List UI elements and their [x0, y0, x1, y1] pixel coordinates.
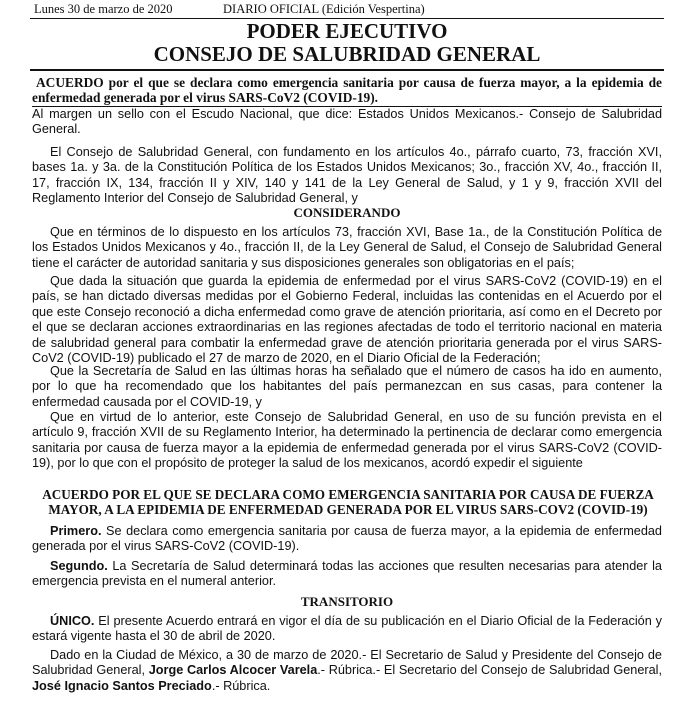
considerando-3: [32, 364, 662, 410]
acuerdo-title: ACUERDO POR EL QUE SE DECLARA COMO EMERGENCIA SANITARIA POR CAUSA DE FUERZA MAYOR, A LA EPIDEMIA DE ENFERMEDAD GENERADA POR EL VIRUS SARS-COV2 (COVID-19): [42, 487, 654, 517]
considerando-1: [32, 225, 662, 271]
signatory-1: Jorge Carlos Alcocer Varela: [148, 663, 318, 678]
signatory-2: José Ignacio Santos Preciado: [32, 678, 212, 693]
considerando-2: [32, 274, 662, 366]
unico-text: El presente Acuerdo entrará en vigor el día de su publicación en el Diario Oficial de la Federación y estará vigente hasta el 30 de abril de 2020.: [32, 614, 662, 644]
closing-text-2: .- Rúbrica.- El Secretario del Consejo de Salubridad General,: [317, 663, 662, 678]
segundo-label: Segundo.: [50, 559, 108, 573]
header-date: Lunes 30 de marzo de 2020: [34, 2, 173, 16]
seal-text: Al margen un sello con el Escudo Nacional, que dice: Estados Unidos Mexicanos.- Consejo de Salubridad General.: [32, 107, 662, 137]
agency-title: CONSEJO DE SALUBRIDAD GENERAL: [153, 42, 541, 66]
intro-text: El Consejo de Salubridad General, con fundamento en los artículos 4o., párrafo cuarto, 73, fracción XVI, bases 1a. y 3a. de la Constitución Política de los Estados Unidos Mexicanos; 3o., fracción XV, 4o., fracción II, 17, fracción IX, 134, fracción II y XIV, 140 y 141 de la Ley General de Salud, y 1 y 9, fracción XVII del Reglamento Interior del Consejo de Salubridad General, y: [32, 145, 662, 206]
unico-label: ÚNICO.: [50, 614, 95, 628]
unico-paragraph: [32, 614, 662, 645]
primero-paragraph: [32, 524, 662, 555]
transitorio-title: TRANSITORIO: [300, 594, 394, 609]
primero-text: Se declara como emergencia sanitaria por causa de fuerza mayor, a la epidemia de enfermedad generada por el virus SARS-CoV2 (COVID-19).: [32, 524, 662, 554]
segundo-text: La Secretaría de Salud determinará todas las acciones que resulten necesarias para atender la emergencia prevista en el numeral anterior.: [32, 559, 662, 589]
title-rule: [30, 69, 664, 71]
section-title: PODER EJECUTIVO: [246, 19, 448, 43]
seal-paragraph: [32, 107, 662, 138]
segundo-paragraph: [32, 559, 662, 590]
closing-text-3: .- Rúbrica.: [211, 678, 271, 693]
considerando-title: CONSIDERANDO: [293, 205, 401, 220]
considerando-text: Que en virtud de lo anterior, este Consejo de Salubridad General, en uso de su función prevista en el artículo 9, fracción XVII de su Reglamento Interior, ha determinado la pertinencia de declarar como emergencia sanitaria por causa de fuerza mayor a la epidemia de enfermedad generada por el virus SARS-CoV2 (COVID-19), por lo que con el propósito de proteger la salud de los mexicanos, acordó expedir el siguiente: [32, 410, 662, 471]
closing-text-1: Dado en la Ciudad de México, a 30 de marzo de 2020.- El Secretario de Salud y Presidente del Consejo de Salubridad General,: [32, 648, 662, 678]
considerando-text: Que la Secretaría de Salud en las últimas horas ha señalado que el número de casos ha ido en aumento, por lo que ha recomendado que los habitantes del país permanezcan en sus casas, para contener la enfermedad causada por el COVID-19, y: [32, 364, 662, 409]
considerando-text: Que dada la situación que guarda la epidemia de enfermedad por el virus SARS-CoV2 (COVID-19) en el país, se han dictado diversas medidas por el Gobierno Federal, incluidas las contenidas en el Acuerdo por el que este Consejo reconoció a dicha enfermedad como grave de atención prioritaria, así como en el Decreto por el que se declaran acciones extraordinarias en las regiones afectadas de todo el territorio nacional en materia de salubridad general para combatir la enfermedad grave de atención prioritaria generada por el virus SARS-CoV2 (COVID-19) publicado el 27 de marzo de 2020, en el Diario Oficial de la Federación;: [32, 274, 662, 366]
acuerdo-heading: ACUERDO por el que se declara como emergencia sanitaria por causa de fuerza mayor, a la epidemia de enfermedad generada por el virus SARS-CoV2 (COVID-19).: [32, 75, 662, 105]
header-journal: DIARIO OFICIAL (Edición Vespertina): [223, 2, 425, 16]
primero-label: Primero.: [50, 524, 102, 538]
considerando-4: [32, 410, 662, 472]
intro-paragraph: [32, 145, 662, 207]
closing-paragraph: [32, 648, 662, 694]
considerando-text: Que en términos de lo dispuesto en los artículos 73, fracción XVI, Base 1a., de la Constitución Política de los Estados Unidos Mexicanos y 4o., fracción II, de la Ley General de Salud, el Consejo de Salubridad General tiene el carácter de autoridad sanitaria y sus disposiciones generales son obligatorias en el país;: [32, 225, 662, 270]
